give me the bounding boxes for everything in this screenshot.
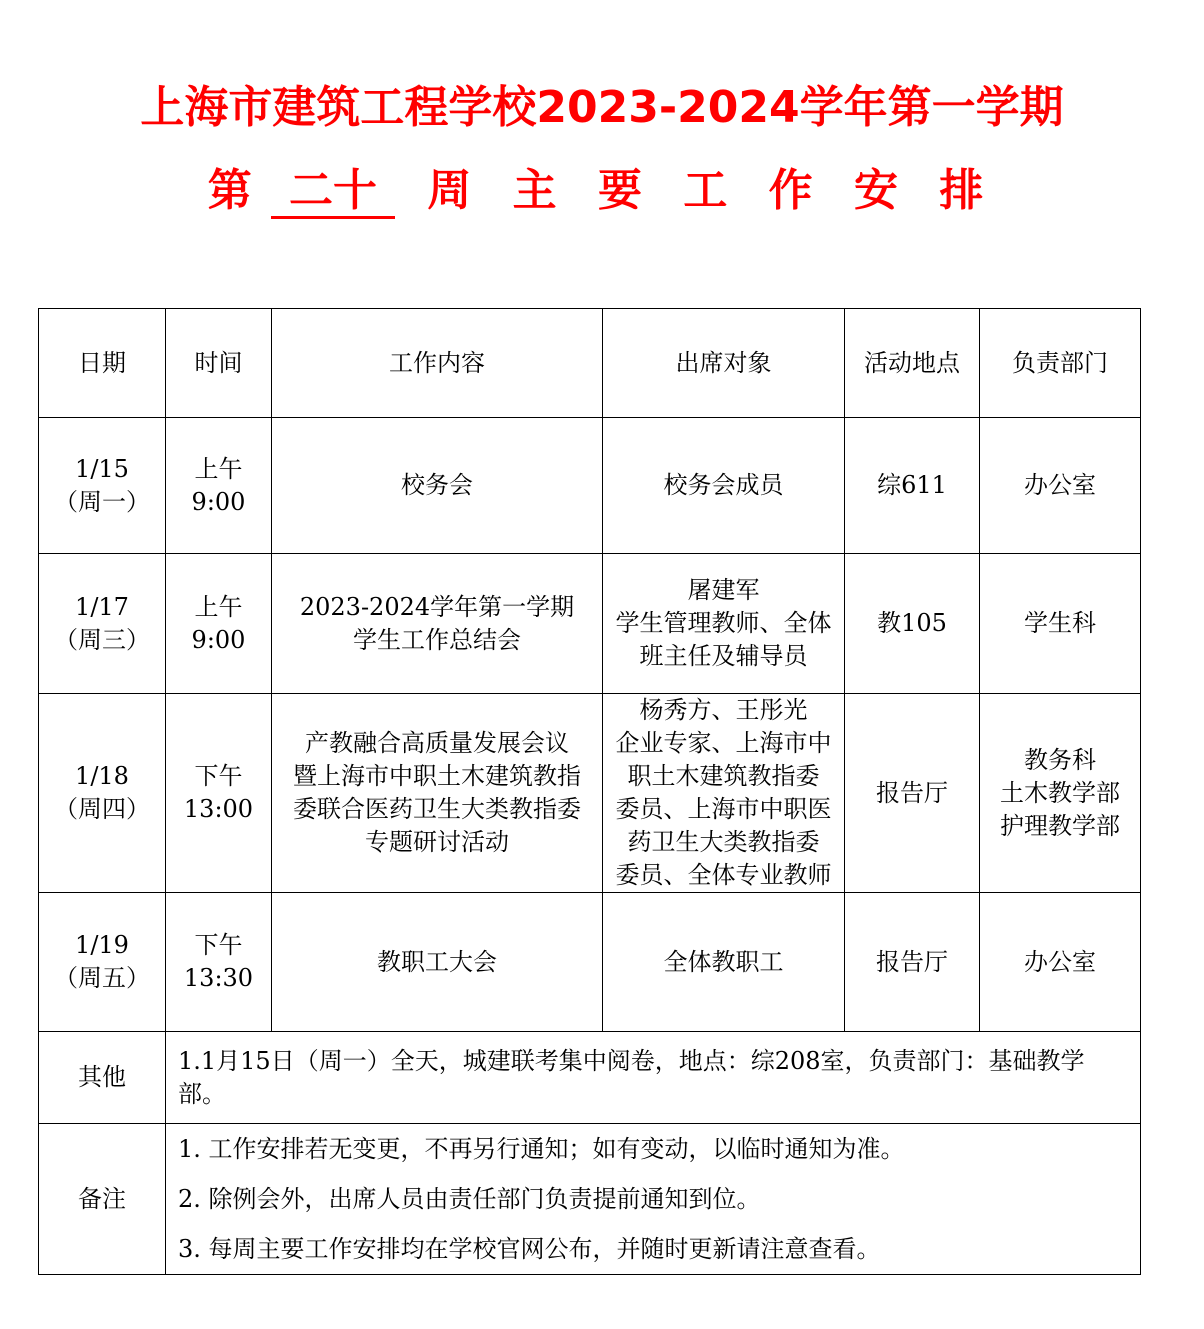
column-header-time: 时间 [166, 309, 272, 418]
row-location: 教105 [845, 554, 980, 694]
note-item: 3. 每周主要工作安排均在学校官网公布，并随时更新请注意查看。 [178, 1235, 881, 1263]
row-content: 产教融合高质量发展会议 暨上海市中职土木建筑教指 委联合医药卫生大类教指委 专题研讨活动 [272, 694, 603, 893]
schedule-table [38, 308, 1141, 1275]
row-department: 学生科 [980, 554, 1141, 694]
other-row [39, 1032, 1141, 1124]
column-header-date: 日期 [39, 309, 166, 418]
subtitle-word: 要 [598, 165, 642, 216]
row-department: 教务科 土木教学部 护理教学部 [980, 694, 1141, 893]
row-time: 下午 13:30 [166, 893, 272, 1032]
note-item: 1. 工作安排若无变更，不再另行通知；如有变动，以临时通知为准。 [178, 1135, 905, 1163]
row-content: 教职工大会 [272, 893, 603, 1032]
subtitle-word: 周 [427, 165, 472, 216]
row-date: 1/19 （周五） [39, 893, 166, 1032]
notes-row [39, 1124, 1141, 1275]
row-location: 报告厅 [845, 694, 980, 893]
subtitle-word: 作 [768, 165, 813, 216]
row-department: 办公室 [980, 893, 1141, 1032]
header-row [39, 309, 1141, 418]
column-header-content: 工作内容 [272, 309, 603, 418]
row-attendees: 校务会成员 [603, 418, 845, 554]
subtitle-word: 工 [683, 165, 728, 216]
subtitle-word: 排 [939, 165, 984, 216]
subtitle-word: 安 [853, 165, 898, 216]
table-row [39, 694, 1141, 893]
row-attendees: 全体教职工 [603, 893, 845, 1032]
row-attendees: 杨秀方、王彤光 企业专家、上海市中 职土木建筑教指委 委员、上海市中职医 药卫生大类教指委 委员、全体专业教师 [603, 694, 845, 893]
note-item: 2. 除例会外，出席人员由责任部门负责提前通知到位。 [178, 1185, 761, 1213]
row-location: 报告厅 [845, 893, 980, 1032]
notes-cell [166, 1124, 1141, 1275]
column-header-department: 负责部门 [980, 309, 1141, 418]
table-row [39, 554, 1141, 694]
row-location: 综611 [845, 418, 980, 554]
subtitle-word: 主 [512, 165, 557, 216]
row-department: 办公室 [980, 418, 1141, 554]
column-header-attendees: 出席对象 [603, 309, 845, 418]
page-title: 上海市建筑工程学校2023-2024学年第一学期 [140, 82, 1064, 133]
row-date: 1/17 （周三） [39, 554, 166, 694]
table-row [39, 418, 1141, 554]
row-time: 上午 9:00 [166, 554, 272, 694]
row-time: 下午 13:00 [166, 694, 272, 893]
row-content: 校务会 [272, 418, 603, 554]
column-header-location: 活动地点 [845, 309, 980, 418]
subtitle-prefix: 第 [207, 165, 252, 216]
week-number: 二十 [271, 166, 395, 219]
row-content: 2023-2024学年第一学期 学生工作总结会 [272, 554, 603, 694]
row-attendees: 屠建军 学生管理教师、全体 班主任及辅导员 [603, 554, 845, 694]
row-date: 1/15 （周一） [39, 418, 166, 554]
other-text: 1.1月15日（周一）全天，城建联考集中阅卷，地点：综208室，负责部门：基础教学部。 [166, 1032, 1141, 1124]
row-time: 上午 9:00 [166, 418, 272, 554]
row-date: 1/18 （周四） [39, 694, 166, 893]
page-subtitle [0, 163, 1204, 219]
other-label: 其他 [39, 1032, 166, 1124]
table-row [39, 893, 1141, 1032]
notes-label: 备注 [39, 1124, 166, 1275]
